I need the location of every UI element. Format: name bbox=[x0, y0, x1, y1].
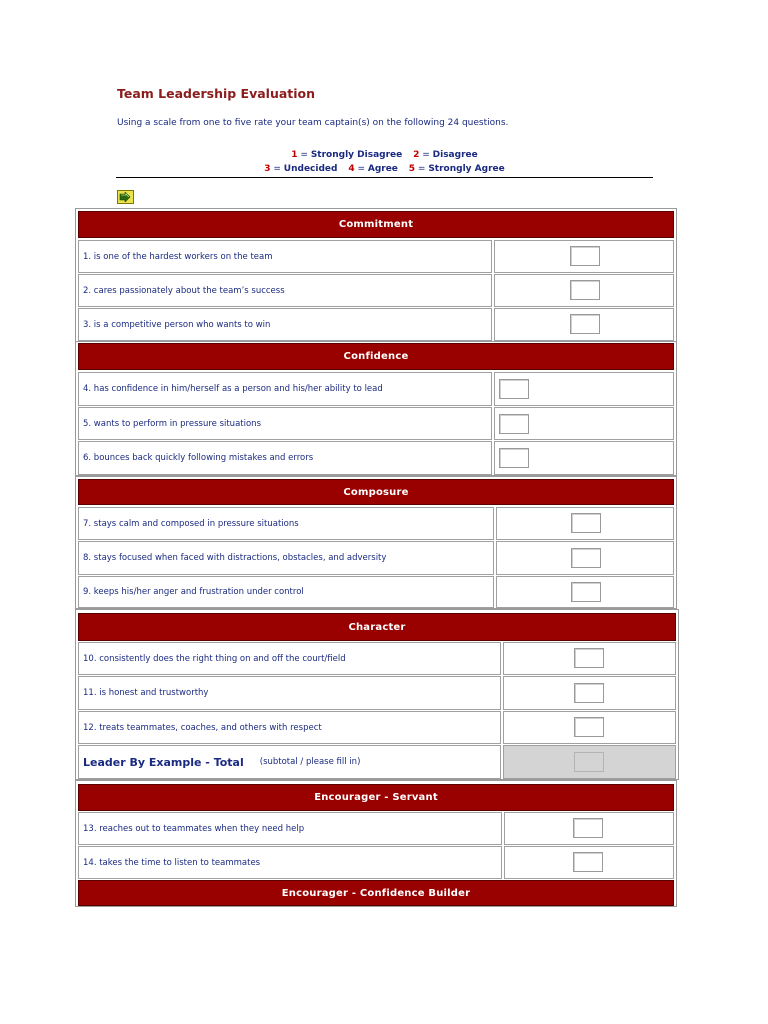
rating-input[interactable] bbox=[574, 648, 604, 668]
scale-2-num: 2 bbox=[413, 150, 420, 160]
question-text: 4. has confidence in him/herself as a person and his/her ability to lead bbox=[78, 372, 492, 406]
question-text: 11. is honest and trustworthy bbox=[78, 676, 501, 710]
section-header-confidence: Confidence bbox=[78, 343, 674, 370]
question-row bbox=[78, 274, 674, 307]
question-row bbox=[78, 507, 674, 540]
question-text: 8. stays focused when faced with distractions, obstacles, and adversity bbox=[78, 541, 494, 575]
answer-cell bbox=[503, 676, 676, 710]
question-text: 6. bounces back quickly following mistakes and errors bbox=[78, 441, 492, 475]
question-text: 2. cares passionately about the team’s success bbox=[78, 274, 492, 307]
answer-cell bbox=[494, 240, 674, 273]
question-row bbox=[78, 441, 674, 475]
rating-input[interactable] bbox=[499, 448, 529, 468]
question-text: 12. treats teammates, coaches, and others with respect bbox=[78, 711, 501, 744]
question-row bbox=[78, 240, 674, 273]
answer-cell bbox=[503, 642, 676, 675]
section-header-encourager-confidence-builder: Encourager - Confidence Builder bbox=[78, 880, 674, 906]
total-note: (subtotal / please fill in) bbox=[259, 757, 361, 767]
question-text: 3. is a competitive person who wants to win bbox=[78, 308, 492, 341]
rating-input[interactable] bbox=[571, 582, 601, 602]
section-header-composure: Composure bbox=[78, 479, 674, 505]
question-row bbox=[78, 676, 676, 710]
answer-cell bbox=[503, 711, 676, 744]
answer-cell bbox=[494, 407, 674, 440]
question-text: 1. is one of the hardest workers on the team bbox=[78, 240, 492, 273]
answer-cell bbox=[504, 812, 674, 845]
section-header-commitment: Commitment bbox=[78, 211, 674, 238]
answer-cell bbox=[494, 308, 674, 341]
question-text: 10. consistently does the right thing on and off the court/field bbox=[78, 642, 501, 675]
question-row bbox=[78, 541, 674, 575]
question-row bbox=[78, 372, 674, 406]
total-row bbox=[78, 745, 676, 779]
section-header-character: Character bbox=[78, 613, 676, 641]
answer-cell bbox=[496, 507, 674, 540]
question-text: 13. reaches out to teammates when they need help bbox=[78, 812, 502, 845]
answer-cell bbox=[494, 274, 674, 307]
scale-1-label: Strongly Disagree bbox=[310, 150, 403, 160]
answer-cell bbox=[496, 541, 674, 575]
section-encourager-servant bbox=[75, 780, 677, 907]
section-commitment bbox=[75, 208, 677, 342]
rating-input[interactable] bbox=[570, 246, 600, 266]
question-row bbox=[78, 642, 676, 675]
scale-4-label: Agree bbox=[367, 164, 398, 174]
intro-text: Using a scale from one to five rate your team captain(s) on the following 24 questions. bbox=[117, 118, 509, 128]
question-text: 7. stays calm and composed in pressure situations bbox=[78, 507, 494, 540]
question-row bbox=[78, 308, 674, 341]
question-row bbox=[78, 407, 674, 440]
section-confidence bbox=[75, 341, 677, 476]
total-cell bbox=[503, 745, 676, 779]
rating-input[interactable] bbox=[574, 717, 604, 737]
total-label: Leader By Example - Total bbox=[83, 755, 244, 769]
question-text: 5. wants to perform in pressure situations bbox=[78, 407, 492, 440]
scale-3-label: Undecided bbox=[283, 164, 338, 174]
rating-input[interactable] bbox=[570, 280, 600, 300]
scale-3-num: 3 bbox=[264, 164, 271, 174]
rating-input[interactable] bbox=[571, 513, 601, 533]
answer-cell bbox=[494, 441, 674, 475]
answer-cell bbox=[496, 576, 674, 608]
scale-4-num: 4 bbox=[348, 164, 355, 174]
scale-1-num: 1 bbox=[291, 150, 298, 160]
section-composure bbox=[75, 476, 677, 609]
scale-5-label: Strongly Agree bbox=[428, 164, 505, 174]
total-input[interactable] bbox=[574, 752, 604, 772]
rating-input[interactable] bbox=[571, 548, 601, 568]
scale-2-label: Disagree bbox=[432, 150, 478, 160]
answer-cell bbox=[504, 846, 674, 879]
scale-5-num: 5 bbox=[408, 164, 416, 174]
rating-input[interactable] bbox=[574, 683, 604, 703]
rating-input[interactable] bbox=[573, 818, 603, 838]
rating-scale-legend: 1 = Strongly Disagree 2 = Disagree 3 = Undecided 4 = Agree 5 = Strongly Agree bbox=[116, 148, 653, 178]
section-header-encourager-servant: Encourager - Servant bbox=[78, 784, 674, 811]
answer-cell bbox=[494, 372, 674, 406]
question-text: 9. keeps his/her anger and frustration under control bbox=[78, 576, 494, 608]
section-character bbox=[75, 609, 679, 780]
page-title: Team Leadership Evaluation bbox=[117, 86, 316, 101]
question-text: 14. takes the time to listen to teammates bbox=[78, 846, 502, 879]
question-row bbox=[78, 812, 674, 845]
total-label-cell bbox=[78, 745, 501, 779]
rating-input[interactable] bbox=[499, 414, 529, 434]
pencil-arrow-icon[interactable] bbox=[117, 190, 134, 204]
rating-input[interactable] bbox=[570, 314, 600, 334]
question-row bbox=[78, 711, 676, 744]
rating-input[interactable] bbox=[573, 852, 603, 872]
rating-input[interactable] bbox=[499, 379, 529, 399]
question-row bbox=[78, 846, 674, 879]
question-row bbox=[78, 576, 674, 608]
